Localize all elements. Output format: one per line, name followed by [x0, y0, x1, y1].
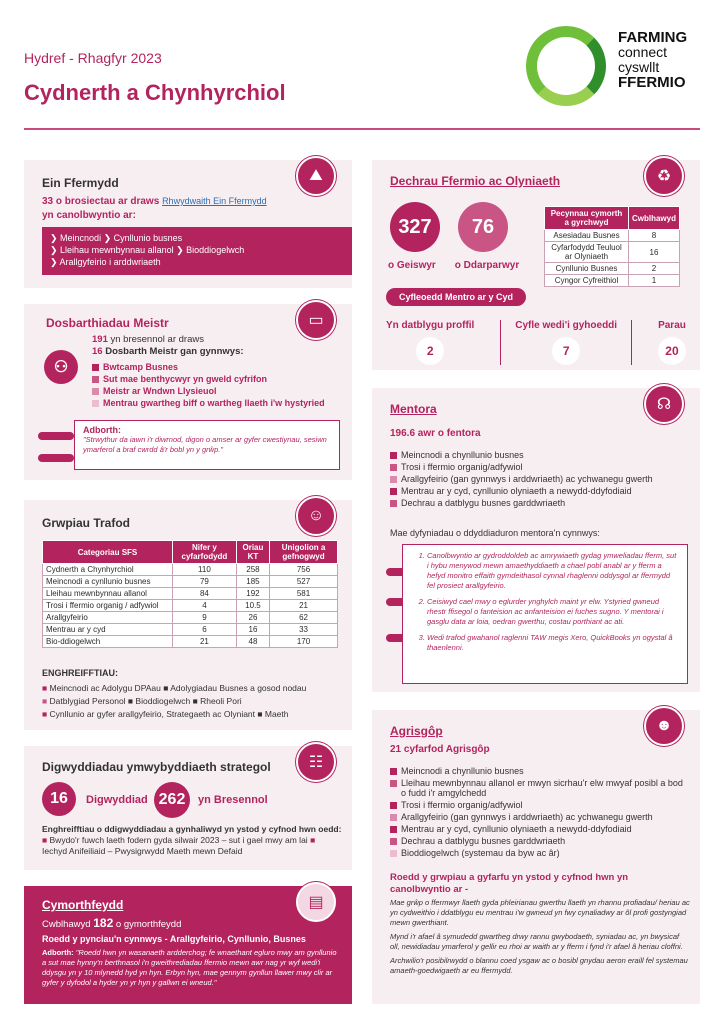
examples-row: ■ Datblygiad Personol ■ Bioddiogelwch ■ Rheoli Pori	[42, 696, 242, 706]
list-item-text: Dechrau a datblygu busnes garddwriaeth	[401, 836, 566, 846]
table-cell: 581	[270, 588, 338, 600]
result-paragraph: Archwilio'r posibilrwydd o blannu coed ysgaw ac o bosibl gnydau aeron eraill fel systemau amaeth-goedwigaeth ar eu ffermydd.	[390, 956, 688, 975]
lead-text: 33 o brosiectau ar draws	[42, 196, 160, 207]
table-row	[43, 564, 338, 576]
attendance-number: 191	[92, 334, 108, 345]
mentora-quotes-box	[402, 544, 688, 684]
table-cell: 110	[173, 564, 237, 576]
table-row	[43, 600, 338, 612]
agrisgop-panel	[372, 710, 700, 1004]
quote-item: 3. Wedi trafod gwahanol raglenni TAW megis Xero, QuickBooks yn ogystal â thaenlenni.	[427, 633, 679, 653]
topics-row: ❯ Lleihau mewnbynnau allanol ❯ Bioddiogelwch	[50, 245, 245, 255]
list-item	[390, 812, 690, 822]
cymorthfeydd-title: Cymorthfeydd	[42, 898, 124, 912]
table-cell: 2	[628, 263, 679, 275]
seekers-count: 327	[390, 202, 440, 252]
list-item	[390, 474, 690, 484]
dosbarthiadau-panel	[24, 304, 352, 480]
ein-ffermydd-link[interactable]: Rhwydwaith Ein Ffermydd	[162, 196, 267, 206]
table-cell: 756	[270, 564, 338, 576]
attendees-count: 262	[154, 782, 190, 818]
table-cell: 26	[236, 612, 269, 624]
table-cell: 21	[270, 600, 338, 612]
table-cell: Mentrau ar y cyd	[43, 624, 173, 636]
list-item	[390, 450, 690, 460]
events-count: 16	[42, 782, 76, 816]
examples-text: Datblygiad Personol ■ Bioddiogelwch ■ Rheoli Pori	[49, 696, 242, 706]
list-item	[390, 766, 690, 776]
examples-text: Meincnodi ac Adolygu DPAau ■ Adolygiadau Busnes a gosod nodau	[49, 683, 307, 693]
table-cell: Cydnerth a Chynhyrchiol	[43, 564, 173, 576]
topics-bar	[42, 227, 352, 275]
wales-map-icon: ⛰	[296, 156, 336, 196]
list-item	[390, 486, 690, 496]
table-row	[545, 263, 680, 275]
providers-count: 76	[458, 202, 508, 252]
mentora-panel	[372, 388, 700, 692]
table-header: Nifer y cyfarfodydd	[173, 541, 237, 564]
list-item	[390, 836, 690, 846]
grwpiau-table	[42, 540, 338, 648]
list-item	[390, 800, 690, 810]
attendees-label: yn Bresennol	[198, 794, 268, 806]
table-header: Cwblhawyd	[628, 207, 679, 230]
grwpiau-panel	[24, 500, 352, 730]
agrisgop-results-title: Roedd y grwpiau a gyfarfu yn ystod y cyfnod hwn yn canolbwyntio ar -	[390, 872, 629, 895]
list-item-text: Mentrau ar y cyd, cynllunio olyniaeth a newydd-ddyfodiaid	[401, 824, 632, 834]
group-discussion-icon: ☺	[296, 496, 336, 536]
list-item	[92, 362, 342, 372]
feedback-box	[74, 420, 340, 470]
people-group-icon: ☻	[644, 706, 684, 746]
lead-text-2: yn canolbwyntio ar:	[42, 210, 136, 221]
digwyddiadau-title: Digwyddiadau ymwybyddiaeth strategol	[42, 760, 271, 774]
table-cell: 4	[173, 600, 237, 612]
clipboard-icon: ▤	[296, 882, 336, 922]
table-cell: 527	[270, 576, 338, 588]
table-cell: 6	[173, 624, 237, 636]
cymorthfeydd-panel	[24, 886, 352, 1004]
table-cell: Cyngor Cyfreithiol	[545, 275, 629, 287]
table-cell: Arallgyfeirio	[43, 612, 173, 624]
quote-item: 2. Ceisiwyd cael mwy o eglurder ynghylch maint yr elw. Ystyried gwneud rhestr ffisegol o fanteision ac anfanteision ei fuches sugno. Y mentorai i gasglu data ar loia, oedran gwerthu, costau porthiant ac ati.	[427, 597, 679, 627]
ein-ffermydd-title: Ein Ffermydd	[42, 176, 119, 190]
surgeries-topics: Roedd y pynciau'n cynnwys - Arallgyfeirio, Cynllunio, Busnes	[42, 934, 306, 944]
farming-connect-logo	[526, 26, 704, 106]
table-cell: Asesiadau Busnes	[545, 230, 629, 242]
dechrau-panel	[372, 160, 700, 370]
ein-ffermydd-panel	[24, 160, 352, 288]
stat-profile	[386, 320, 474, 365]
examples-title: ENGHREIFFTIAU:	[42, 668, 118, 678]
grwpiau-title: Grwpiau Trafod	[42, 516, 131, 530]
logo-ring-icon	[526, 26, 606, 106]
table-cell: 192	[236, 588, 269, 600]
table-row	[43, 576, 338, 588]
table-cell: 21	[173, 636, 237, 648]
feedback-label: Adborth:	[83, 425, 121, 435]
list-item-text: Meincnodi a chynllunio busnes	[401, 450, 524, 460]
class-list	[92, 360, 342, 410]
table-cell: 8	[628, 230, 679, 242]
list-item	[92, 398, 342, 408]
person-add-icon: ⚇	[44, 350, 78, 384]
feedback-label: Adborth:	[42, 948, 74, 957]
table-row	[545, 275, 680, 287]
logo-text-4: FFERMIO	[618, 74, 686, 91]
list-item	[92, 374, 342, 384]
table-header: Oriau KT	[236, 541, 269, 564]
topics-row: ❯ Meincnodi ❯ Cynllunio busnes	[50, 233, 183, 243]
logo-text-1: FARMING	[618, 29, 688, 46]
stat-value: 2	[416, 337, 444, 365]
list-item-text: Meistr ar Wndwn Llysieuol	[103, 386, 217, 396]
tab-marker	[38, 432, 74, 440]
table-cell: 9	[173, 612, 237, 624]
table-cell: 10.5	[236, 600, 269, 612]
class-count-label: Dosbarth Meistr gan gynnwys:	[105, 346, 244, 357]
list-item-text: Mentrau gwartheg biff o wartheg llaeth i'w hystyried	[103, 398, 325, 408]
list-item-text: Bioddiogelwch (systemau da byw ac âr)	[401, 848, 560, 858]
table-cell: 84	[173, 588, 237, 600]
table-cell: 79	[173, 576, 237, 588]
table-header: Unigolion a gefnogwyd	[270, 541, 338, 564]
table-row	[43, 624, 338, 636]
providers-label: o Ddarparwyr	[454, 260, 520, 271]
table-cell: 258	[236, 564, 269, 576]
list-item-text: Mentrau ar y cyd, cynllunio olyniaeth a newydd-ddyfodiaid	[401, 486, 632, 496]
table-row	[43, 636, 338, 648]
table-header: Categoriau SFS	[43, 541, 173, 564]
table-cell: Bio-ddiogelwch	[43, 636, 173, 648]
list-item	[390, 462, 690, 472]
list-item	[390, 848, 690, 858]
mentora-list	[390, 448, 690, 510]
recycle-icon: ♻	[644, 156, 684, 196]
table-row	[43, 612, 338, 624]
table-cell: 170	[270, 636, 338, 648]
list-item-text: Trosi i ffermio organig/adfywiol	[401, 462, 523, 472]
result-paragraph: Mae grŵp o ffermwyr llaeth gyda phleirianau gwerthu llaeth yn rhannu profiadau/ heriau ac yn cydweithio i ddatblygu eu mentrau i'w gwneud yn fwy cynaliadwy ar ôl profi gostyngiad mewn gwerthiant.	[390, 898, 690, 927]
list-item	[390, 498, 690, 508]
table-cell: 16	[628, 242, 679, 263]
table-row	[545, 230, 680, 242]
surgeries-label-a: Cwblhawyd	[42, 919, 91, 930]
logo-text-3: cyswllt	[618, 59, 660, 75]
table-row	[545, 242, 680, 263]
list-item-text: Trosi i ffermio organig/adfywiol	[401, 800, 523, 810]
table-cell: 33	[270, 624, 338, 636]
mentora-title: Mentora	[390, 402, 437, 416]
list-item	[390, 778, 690, 798]
attendance-label: yn bresennol ar draws	[110, 334, 204, 345]
logo-text-2: connect	[618, 44, 668, 60]
surgeries-count: 182	[93, 916, 114, 930]
class-count: 16	[92, 346, 103, 357]
table-cell: 16	[236, 624, 269, 636]
list-item-text: Lleihau mewnbynnau allanol er mwyn sicrhau'r elw mwyaf posibl a bod o fudd i'r amgylchedd	[401, 778, 683, 798]
list-item-text: Bwtcamp Busnes	[103, 362, 179, 372]
digwyddiadau-panel: ☷ Digwyddiadau ymwybyddiaeth strategol 16 Digwyddiad 262 yn Bresennol Enghreifftiau o ddigwyddiadau a gynhaliwyd yn ystod y cyfnod hwn oedd: ■ Bwydo'r fuwch laeth fodern gyda silwair 2023 – sut i gael mwy am lai ■ Iechyd Anifeiliaid – Pwysigrwydd Maeth mewn Defaid	[24, 746, 352, 870]
agrisgop-title: Agrisgôp	[390, 724, 443, 738]
list-item-text: Sut mae benthycwyr yn gweld cyfrifon	[103, 374, 268, 384]
table-cell: 48	[236, 636, 269, 648]
table-cell: Lleihau mewnbynnau allanol	[43, 588, 173, 600]
list-item-text: Meincnodi a chynllunio busnes	[401, 766, 524, 776]
table-header: Pecynnau cymorth a gyrchwyd	[545, 207, 629, 230]
examples-row: ■ Meincnodi ac Adolygu DPAau ■ Adolygiadau Busnes a gosod nodau	[42, 683, 307, 693]
topics-row: ❯ Arallgyfeirio i arddwriaeth	[50, 257, 161, 267]
event-example: Bwydo'r fuwch laeth fodern gyda silwair 2023 – sut i gael mwy am lai	[49, 835, 308, 845]
list-item-text: Arallgyfeirio (gan gynnwys i arddwriaeth) ac ychwanegu gwerth	[401, 474, 653, 484]
seekers-label: o Geiswyr	[388, 260, 436, 271]
list-item-text: Arallgyfeirio (gan gynnwys i arddwriaeth) ac ychwanegu gwerth	[401, 812, 653, 822]
quote-item: 1. Canolbwyntio ar gydroddoldeb ac amrywiaeth gydag ymweliadau fferm, sut i hybu menywod mewn amaethyddiaeth a chael pobl anabl ar y fferm a hefyd monitro effaith gymdeithasol cynnal rhaglenni oddysgol ar ffermydd fel prosiect arallgyfeirio.	[427, 551, 679, 591]
table-cell: 62	[270, 612, 338, 624]
stat-label: Cyfle wedi'i gyhoeddi	[515, 320, 618, 331]
audience-icon: ☷	[296, 742, 336, 782]
list-item-text: Dechrau a datblygu busnes garddwriaeth	[401, 498, 566, 508]
examples-row: ■ Cynllunio ar gyfer arallgyfeirio, Strategaeth ac Olyniant ■ Maeth	[42, 709, 289, 719]
dosbarthiadau-title: Dosbarthiadau Meistr	[46, 316, 169, 330]
joint-venture-button[interactable]: Cyfleoedd Mentro ar y Cyd	[386, 288, 526, 306]
examples-text: Cynllunio ar gyfer arallgyfeirio, Strategaeth ac Olyniant ■ Maeth	[49, 709, 289, 719]
stat-value: 20	[658, 337, 686, 365]
header-divider	[24, 128, 700, 130]
table-cell: Meincnodi a cynllunio busnes	[43, 576, 173, 588]
agrisgop-list	[390, 764, 690, 860]
tab-marker	[38, 454, 74, 462]
stat-published	[500, 320, 632, 365]
table-cell: 1	[628, 275, 679, 287]
surgeries-label-b: o gymorthfeydd	[115, 919, 182, 930]
event-example: Iechyd Anifeiliaid – Pwysigrwydd Maeth mewn Defaid	[42, 846, 243, 856]
events-label: Digwyddiad	[86, 794, 148, 806]
table-cell: 185	[236, 576, 269, 588]
stat-pairs	[658, 320, 686, 365]
dechrau-title: Dechrau Ffermio ac Olyniaeth	[390, 174, 561, 188]
ein-ffermydd-lead	[42, 194, 332, 223]
result-paragraph: Mynd i'r afael â symudedd gwartheg drwy rannu gwybodaeth, syniadau ac, yn bwysicaf oll, newidiadau ymarferol y gellir eu rhoi ar waith ar y fferm i fynd i'r afael â heriau cloffni.	[390, 932, 683, 951]
list-item	[390, 824, 690, 834]
list-item	[92, 386, 342, 396]
support-table	[544, 206, 680, 287]
mentora-intro: Mae dyfyniadau o ddyddiaduron mentora'n cynnwys:	[390, 528, 600, 538]
stat-label: Parau	[658, 320, 686, 331]
feedback-text: "Roedd hwn yn wasanaeth ardderchog; fe wnaethant egluro mwy am gynllunio a sut mae hynny'n berthnasol i'n gweithrediadau ffermio mewn awr nag yr wyf wedi'i ddysgu yn y 10 mlynedd hyd yn hyn. Erbyn hyn, mae gennym gynllun llawer mwy clir ar gyfer y dyfodol a hyder yn yr hyn y gallwn ei wneud."	[42, 948, 337, 987]
table-cell: Cynllunio Busnes	[545, 263, 629, 275]
page-title: Cydnerth a Chynhyrchiol	[24, 80, 286, 105]
mentor-icon: ☊	[644, 384, 684, 424]
table-cell: Trosi i ffermio organig / adfywiol	[43, 600, 173, 612]
agrisgop-subtitle: 21 cyfarfod Agrisgôp	[390, 744, 490, 755]
table-cell: Cyfarfodydd Teuluol ar Olyniaeth	[545, 242, 629, 263]
header-subtitle: Hydref - Rhagfyr 2023	[24, 50, 162, 66]
events-intro: Enghreifftiau o ddigwyddiadau a gynhaliwyd yn ystod y cyfnod hwn oedd:	[42, 824, 342, 834]
feedback-text: "Strwythur da iawn i'r diwrnod, digon o amser ar gyfer cwestiynau, sesiwn ymarferol a braf cwrdd â'r bobl yn y grŵp."	[83, 435, 327, 454]
stat-label: Yn datblygu proffil	[386, 320, 475, 331]
mentoring-hours: 196.6 awr o fentora	[390, 428, 481, 439]
table-row	[43, 588, 338, 600]
stat-value: 7	[552, 337, 580, 365]
presentation-icon: ▭	[296, 300, 336, 340]
